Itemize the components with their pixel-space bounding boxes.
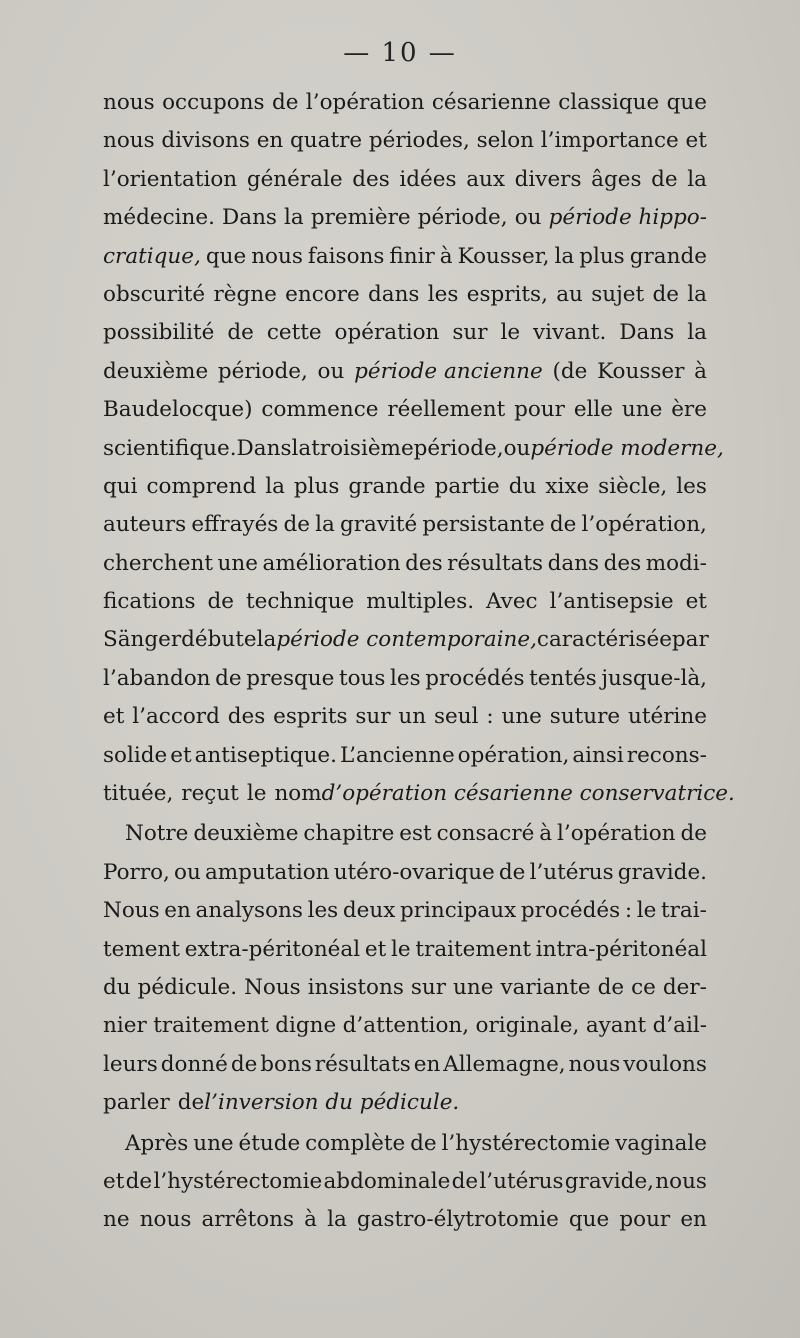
word: presque <box>246 665 335 691</box>
word: siècle, <box>598 473 668 499</box>
text-line <box>103 353 707 391</box>
word: à <box>694 358 707 384</box>
text-line <box>103 1007 707 1045</box>
word: scientifique. <box>103 435 237 461</box>
word: ayant <box>585 1013 647 1039</box>
text-line <box>103 199 707 237</box>
word: de <box>125 1168 153 1194</box>
word: seul <box>434 704 479 730</box>
word: résultats <box>447 550 544 576</box>
word: sur <box>410 974 447 1000</box>
word: de <box>215 665 242 691</box>
word: L’ancienne <box>339 742 455 768</box>
word: des <box>603 550 642 576</box>
word: en <box>256 128 284 154</box>
word: auteurs <box>103 512 187 538</box>
word: période contemporaine, <box>276 627 537 653</box>
word: voulons <box>623 1051 707 1077</box>
word: les <box>676 473 707 499</box>
word: de <box>498 859 526 885</box>
word: fications <box>103 589 196 615</box>
word: opération <box>334 320 440 346</box>
word: du <box>508 473 537 499</box>
body-text <box>103 84 735 1240</box>
word: césarienne <box>431 90 551 115</box>
word: nous <box>251 243 303 269</box>
word: de <box>597 974 625 1000</box>
text-line <box>103 931 707 969</box>
word: l’opération <box>305 90 425 115</box>
word: l’antisepsie <box>549 589 674 615</box>
text-line <box>103 583 707 621</box>
word: tous <box>338 665 386 691</box>
word: au <box>556 281 583 307</box>
text-line <box>103 161 707 199</box>
word: reçut <box>181 781 239 807</box>
word: à <box>439 243 453 269</box>
word: plus <box>293 473 340 499</box>
word: Allemagne, <box>443 1051 566 1077</box>
word: procédés <box>520 898 621 924</box>
word: la <box>687 281 707 307</box>
word: une <box>501 704 542 730</box>
word: esprits <box>273 704 348 730</box>
word: un <box>398 704 427 730</box>
word: digne <box>275 1013 337 1039</box>
word: que <box>666 90 707 115</box>
word: Nous <box>103 898 160 924</box>
word: le <box>391 936 411 962</box>
word: xixe <box>545 473 590 499</box>
word: traitement <box>153 1013 269 1039</box>
word: divisons <box>161 128 250 154</box>
text-line <box>103 854 707 892</box>
word: l’hystérectomie <box>153 1168 323 1194</box>
word: de <box>283 512 310 538</box>
word: de <box>680 821 707 847</box>
text-line <box>103 122 707 160</box>
word: période hippo- <box>548 205 707 231</box>
word: utérine <box>628 704 707 730</box>
word: sur <box>355 704 391 730</box>
word: faisons <box>307 243 385 269</box>
text-line <box>103 1046 707 1084</box>
word: et <box>364 936 387 962</box>
word: ainsi <box>572 742 624 768</box>
word: le <box>246 781 267 807</box>
word: la <box>327 1207 347 1233</box>
text-line <box>103 892 707 930</box>
word: de <box>177 1090 205 1116</box>
word: de <box>451 1168 479 1194</box>
word: période moderne, <box>530 435 724 461</box>
word: consacré <box>436 821 535 847</box>
word: deux <box>342 898 396 924</box>
word: extra-péritonéal <box>184 936 361 962</box>
word: la <box>284 205 304 231</box>
word: Kousser, <box>457 243 550 269</box>
word: débute <box>181 627 257 653</box>
text-line <box>103 276 707 314</box>
word: une <box>217 550 258 576</box>
word: que <box>205 243 247 269</box>
word: l’inversion du pédicule. <box>204 1090 460 1116</box>
word: les <box>427 281 459 307</box>
word: comprend <box>146 473 257 499</box>
word: antiseptique. <box>194 742 337 768</box>
text-line <box>103 468 707 506</box>
word: possibilité <box>103 320 215 346</box>
word: de <box>651 166 678 192</box>
text-line <box>103 621 707 659</box>
word: règne <box>213 281 277 307</box>
word: et <box>170 742 192 768</box>
word: partie <box>434 473 500 499</box>
word: grande <box>629 243 707 269</box>
text-line <box>103 314 707 352</box>
word: nous <box>655 1168 707 1194</box>
word: elle <box>573 397 614 423</box>
word: vivant. <box>533 320 607 346</box>
word: du <box>103 974 131 1000</box>
word: selon <box>476 128 534 154</box>
word: en <box>164 898 191 924</box>
word: insistons <box>307 974 404 1000</box>
word: réellement <box>387 397 506 423</box>
word: l’importance <box>540 128 679 154</box>
text-line <box>103 391 707 429</box>
word: cratique, <box>103 243 201 269</box>
word: grande <box>348 473 426 499</box>
word: une <box>621 397 663 423</box>
word: médecine. <box>103 205 215 231</box>
word: occupons <box>162 90 265 115</box>
word: le <box>500 320 521 346</box>
word: la <box>687 320 707 346</box>
word: Dans <box>236 435 292 461</box>
word: commence <box>261 397 379 423</box>
word: analysons <box>195 898 303 924</box>
text-line <box>103 545 707 583</box>
word: dans <box>547 550 600 576</box>
word: première <box>310 205 411 231</box>
word: et <box>103 1168 125 1194</box>
word: nous <box>103 128 155 154</box>
word: chapitre <box>303 821 395 847</box>
word: solide <box>103 742 168 768</box>
word: de <box>652 281 679 307</box>
word: persistante <box>422 512 545 538</box>
word: résultats <box>314 1051 411 1077</box>
word: ou <box>317 358 345 384</box>
word: leurs <box>103 1051 158 1077</box>
text-line <box>103 238 707 276</box>
text-line <box>103 775 735 813</box>
word: nous <box>139 1207 192 1233</box>
word: : <box>624 898 633 924</box>
word: parler <box>103 1090 170 1116</box>
text-line <box>103 430 724 468</box>
word: par <box>671 627 709 653</box>
word: ce <box>631 974 656 1000</box>
word: donné <box>160 1051 228 1077</box>
word: nous <box>568 1051 621 1077</box>
word: : <box>486 704 494 730</box>
paragraph <box>103 84 735 813</box>
word: de <box>410 1130 437 1156</box>
word: période ancienne <box>354 358 543 384</box>
paragraph <box>103 815 707 1122</box>
word: (de <box>552 358 588 384</box>
word: en <box>413 1051 441 1077</box>
word: procédés <box>425 665 525 691</box>
word: esprits, <box>466 281 548 307</box>
word: trai- <box>660 898 707 924</box>
word: principaux <box>399 898 517 924</box>
word: Kousser <box>597 358 685 384</box>
word: le <box>636 898 657 924</box>
word: à <box>304 1207 317 1233</box>
word: Baudelocque) <box>103 397 253 423</box>
word: des <box>405 550 443 576</box>
word: ou <box>503 435 531 461</box>
word: originale, <box>475 1013 580 1039</box>
word: la <box>256 627 277 653</box>
word: vaginale <box>615 1130 707 1156</box>
word: gravité <box>339 512 418 538</box>
word: de <box>230 1051 258 1077</box>
word: âges <box>591 166 642 192</box>
word: l’abandon <box>103 665 211 691</box>
word: périodes, <box>368 128 470 154</box>
text-line <box>103 815 707 853</box>
word: effrayés <box>191 512 279 538</box>
word: est <box>399 821 432 847</box>
word: l’orientation <box>103 166 238 192</box>
word: nier <box>103 1013 147 1039</box>
word: ou <box>174 859 201 885</box>
word: ne <box>103 1207 130 1233</box>
word: générale <box>246 166 343 192</box>
word: des <box>227 704 266 730</box>
word: nom <box>274 781 322 807</box>
word: pédicule. <box>137 974 238 1000</box>
word: l’accord <box>132 704 220 730</box>
text-line <box>103 1163 707 1201</box>
word: nous <box>103 90 155 115</box>
word: Sänger <box>103 627 182 653</box>
word: ou <box>514 205 542 231</box>
word: Avec <box>486 589 538 615</box>
text-line <box>103 1084 707 1122</box>
word: d’ail- <box>652 1013 707 1039</box>
word: tituée, <box>103 781 174 807</box>
word: amélioration <box>262 550 401 576</box>
word: les <box>390 665 421 691</box>
word: variante <box>500 974 591 1000</box>
word: der- <box>662 974 707 1000</box>
word: l’utérus <box>529 859 614 885</box>
word: la <box>687 166 707 192</box>
word: Porro, <box>103 859 170 885</box>
word: d’opération césarienne conservatrice. <box>321 781 735 807</box>
word: gravide. <box>617 859 707 885</box>
word: tement <box>103 936 180 962</box>
word: cherchent <box>103 550 213 576</box>
word: divers <box>514 166 582 192</box>
word: la <box>265 473 285 499</box>
word: arrêtons <box>201 1207 295 1233</box>
text-line <box>103 506 707 544</box>
word: l’opération <box>556 821 676 847</box>
text-line <box>103 737 707 775</box>
text-line <box>103 1125 707 1163</box>
word: plus <box>579 243 625 269</box>
word: multiples. <box>366 589 475 615</box>
word: Nous <box>244 974 301 1000</box>
word: idées <box>399 166 457 192</box>
word: période, <box>417 205 508 231</box>
word: de <box>549 512 577 538</box>
word: recons- <box>626 742 707 768</box>
word: gravide, <box>564 1168 654 1194</box>
word: de <box>227 320 254 346</box>
word: utéro-ovarique <box>333 859 495 885</box>
word: des <box>352 166 390 192</box>
word: jusque-là, <box>601 665 707 691</box>
word: une <box>453 974 494 1000</box>
word: l’hystérectomie <box>441 1130 611 1156</box>
word: finir <box>389 243 435 269</box>
word: obscurité <box>103 281 206 307</box>
word: de <box>207 589 234 615</box>
word: sur <box>452 320 488 346</box>
word: aux <box>466 166 505 192</box>
text-line <box>103 1201 707 1239</box>
word: troisième <box>311 435 414 461</box>
word: et <box>685 128 707 154</box>
word: technique <box>245 589 355 615</box>
word: deuxième <box>103 358 209 384</box>
word: étude <box>238 1130 301 1156</box>
word: modi- <box>645 550 707 576</box>
word: tentés <box>529 665 597 691</box>
word: classique <box>558 90 660 115</box>
word: encore <box>285 281 360 307</box>
word: période, <box>217 358 308 384</box>
word: en <box>680 1207 707 1233</box>
word: pour <box>514 397 565 423</box>
text-line <box>103 698 707 736</box>
word: opération, <box>457 742 570 768</box>
word: cette <box>266 320 322 346</box>
word: intra-péritonéal <box>535 936 707 962</box>
word: amputation <box>204 859 330 885</box>
word: gastro-élytrotomie <box>356 1207 559 1233</box>
word: d’attention, <box>342 1013 470 1039</box>
word: à <box>539 821 553 847</box>
word: qui <box>103 473 138 499</box>
word: sujet <box>591 281 645 307</box>
word: et <box>685 589 707 615</box>
word: suture <box>549 704 621 730</box>
page-number: — 10 — <box>343 38 457 68</box>
word: traitement <box>415 936 531 962</box>
word: ère <box>671 397 707 423</box>
word: bons <box>260 1051 312 1077</box>
text-line <box>103 660 707 698</box>
word: l’utérus <box>479 1168 564 1194</box>
word: une <box>193 1130 234 1156</box>
word: l’opération, <box>581 512 707 538</box>
word: la <box>291 435 312 461</box>
word: quatre <box>290 128 363 154</box>
word: Notre <box>125 821 189 847</box>
word: pour <box>619 1207 671 1233</box>
word: et <box>103 704 125 730</box>
word: complète <box>305 1130 406 1156</box>
word: Après <box>125 1130 189 1156</box>
word: de <box>271 90 299 115</box>
word: période, <box>413 435 504 461</box>
word: Dans <box>619 320 675 346</box>
paragraph <box>103 1125 707 1240</box>
word: les <box>307 898 339 924</box>
word: que <box>568 1207 610 1233</box>
word: abdominale <box>323 1168 451 1194</box>
text-line <box>103 969 707 1007</box>
word: caractérisée <box>536 627 672 653</box>
text-line <box>103 84 707 122</box>
word: Dans <box>222 205 277 231</box>
word: la <box>315 512 335 538</box>
word: la <box>554 243 575 269</box>
word: deuxième <box>193 821 299 847</box>
word: dans <box>368 281 420 307</box>
